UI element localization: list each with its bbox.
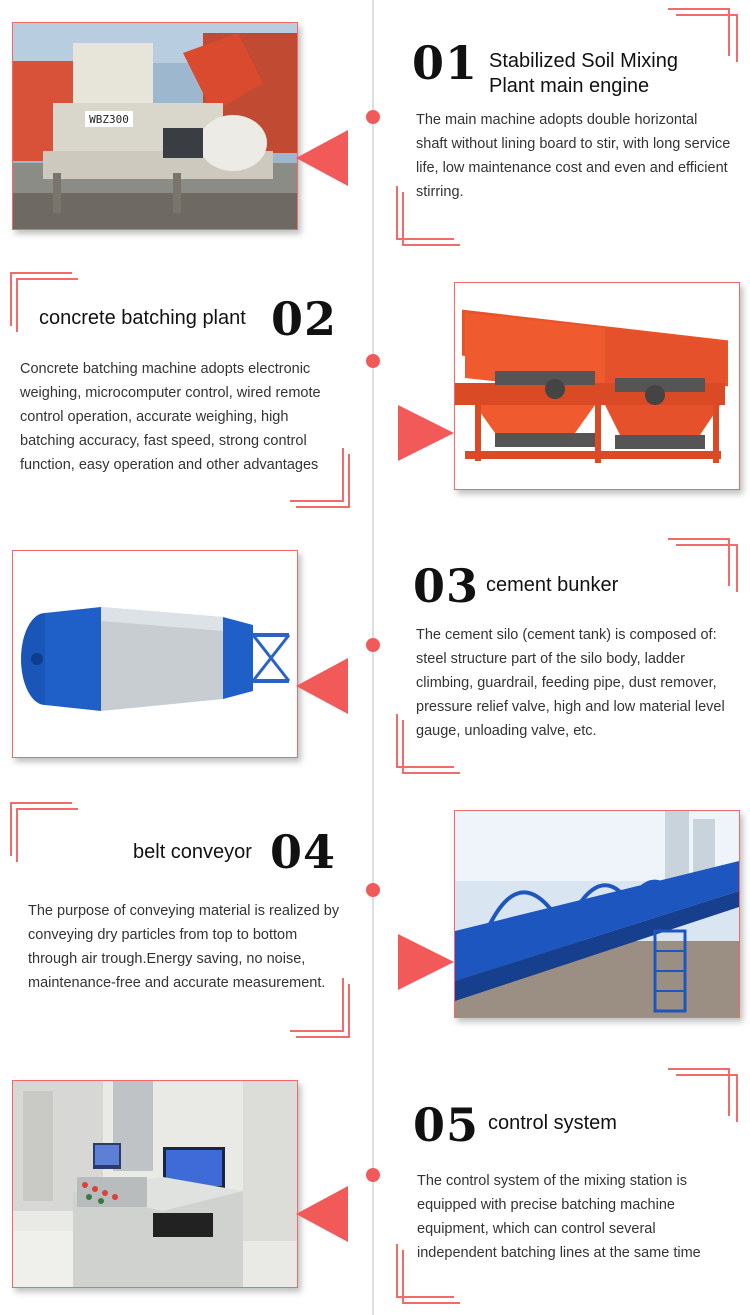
batching-plant-photo	[454, 282, 740, 490]
timeline-line	[372, 0, 374, 1315]
item-title-2: concrete batching plant	[39, 307, 246, 329]
item-title-5: control system	[488, 1112, 617, 1134]
belt-conveyor-photo	[454, 810, 740, 1018]
item-description-2: Concrete batching machine adopts electronic weighing, microcomputer control, wired remote control operation, accurate weighing, high batching accuracy, fast speed, strong control function, easy operation and other advantages	[20, 361, 321, 473]
item-description-4: The purpose of conveying material is realized by conveying dry particles from top to bottom through air trough.Energy saving, no noise, maintenance-free and accurate measurement.	[28, 903, 340, 991]
corner-bracket-4-bottom	[290, 978, 350, 1038]
timeline-dot-2	[366, 354, 380, 368]
corner-bracket-3-bottom	[396, 714, 466, 774]
corner-bracket-4-top	[10, 802, 80, 862]
item-number-2: 02	[271, 292, 338, 346]
item-title-3: cement bunker	[486, 574, 619, 596]
pointer-arrow-4	[398, 934, 454, 990]
item-description-1: The main machine adopts double horizontal shaft without lining board to stir, with long service life, low maintenance cost and even and efficient stirring.	[416, 112, 731, 200]
item-title-1: Stabilized Soil Mixing Plant main engine	[489, 50, 678, 97]
item-description-3: The cement silo (cement tank) is composed of: steel structure part of the silo body, ladder climbing, guardrail, feeding pipe, dust remover, pressure relief valve, high and low material level gauge, unloading valve, etc.	[416, 627, 725, 739]
mixer-engine-photo	[12, 22, 298, 230]
machine-label: WBZ300	[89, 113, 129, 126]
item-number-3: 03	[413, 559, 480, 613]
pointer-arrow-3	[296, 658, 348, 714]
corner-bracket-2-bottom	[290, 448, 350, 508]
timeline-dot-4	[366, 883, 380, 897]
item-number-4: 04	[270, 825, 337, 879]
item-number-1: 01	[412, 36, 479, 90]
timeline-dot-1	[366, 110, 380, 124]
item-number-5: 05	[413, 1098, 480, 1152]
item-title-4: belt conveyor	[133, 841, 252, 863]
pointer-arrow-2	[398, 405, 454, 461]
timeline-dot-5	[366, 1168, 380, 1182]
item-description-5: The control system of the mixing station is equipped with precise batching machine equipment, which can control several independent batching lines at the same time	[417, 1173, 701, 1261]
corner-bracket-1-bottom	[396, 186, 466, 246]
pointer-arrow-5	[296, 1186, 348, 1242]
control-room-photo	[12, 1080, 298, 1288]
corner-bracket-5-bottom	[396, 1244, 466, 1304]
pointer-arrow-1	[296, 130, 348, 186]
timeline-dot-3	[366, 638, 380, 652]
cement-silo-photo	[12, 550, 298, 758]
